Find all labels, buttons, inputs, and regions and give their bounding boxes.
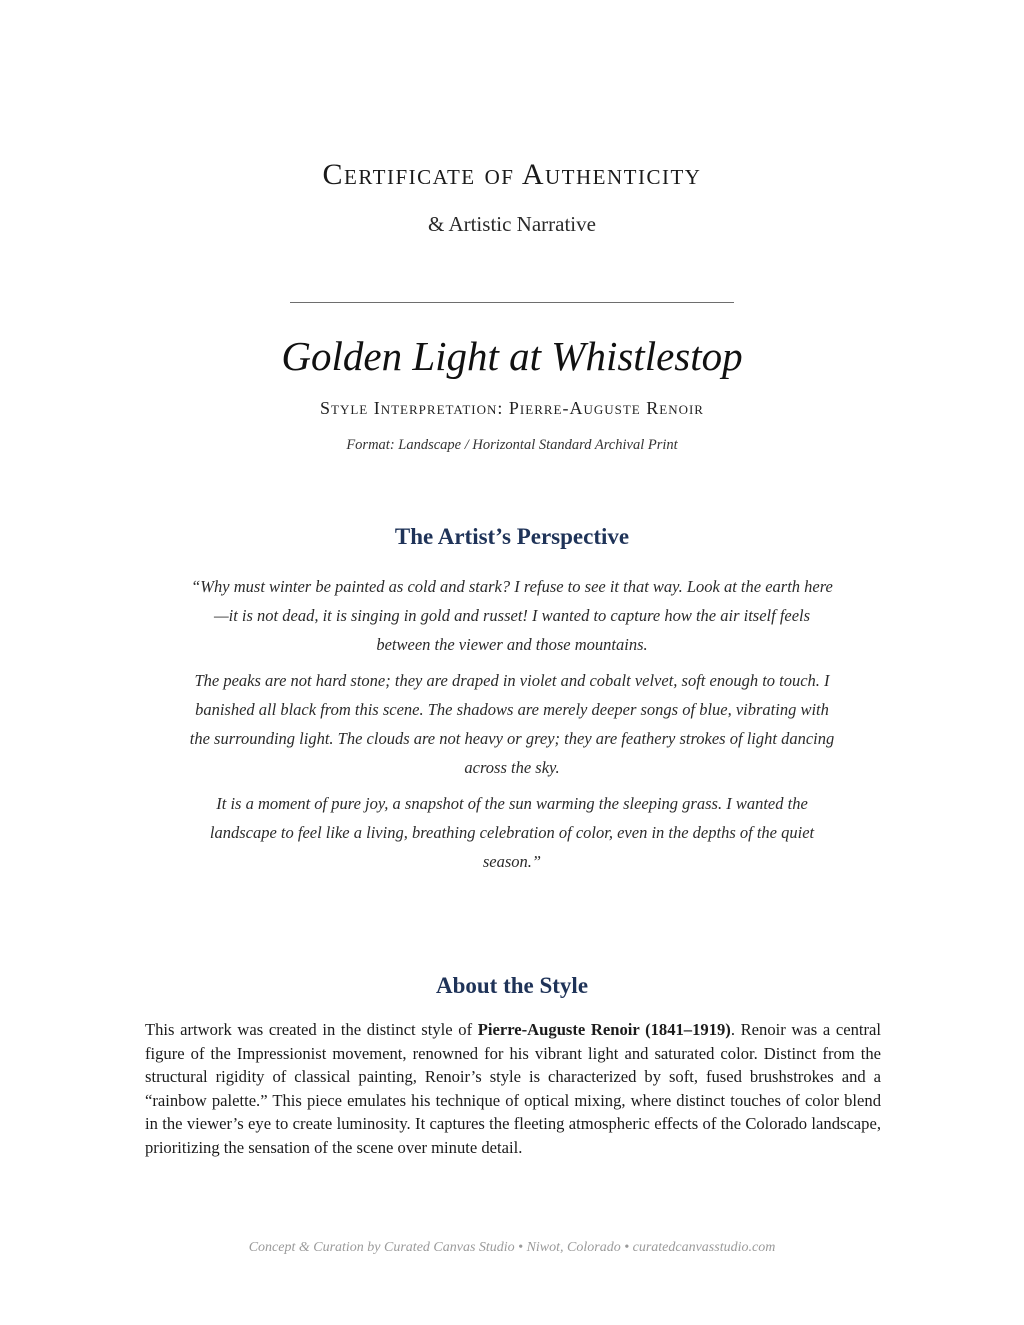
perspective-heading: The Artist’s Perspective <box>394 524 630 549</box>
quote-paragraph: The peaks are not hard stone; they are draped in violet and cobalt velvet, soft enough to touch. I banished all black from this scene. The shadows are merely deeper songs of blue, vibrating with the surrounding light. The clouds are not heavy or grey; they are feathery strokes of light dancing across the sky. <box>189 671 835 777</box>
quote-paragraph: It is a moment of pure joy, a snapshot of the sun warming the sleeping grass. I wanted the landscape to feel like a living, breathing celebration of color, even in the depths of the quiet season.” <box>209 794 815 871</box>
about-heading: About the Style <box>435 973 589 998</box>
about-body: . Renoir was a central figure of the Impressionist movement, renowned for his vibrant light and saturated color. Distinct from the structural rigidity of classical painting, Renoir’s style is characterized by soft, fused brushstrokes and a “rainbow palette.” This piece emulates his technique of optical mixing, where distinct touches of color blend in the viewer’s eye to create luminosity. It captures the fleeting atmospheric effects of the Colorado landscape, prioritizing the sensation of the scene over minute detail. <box>145 1020 882 1157</box>
style-interpretation: Style Interpretation: Pierre-Auguste Renoir <box>320 398 704 418</box>
divider-rule <box>290 302 734 303</box>
quote-paragraph: “Why must winter be painted as cold and stark? I refuse to see it that way. Look at the earth here—it is not dead, it is singing in gold and russet! I wanted to capture how the air itself feels between the viewer and those mountains. <box>191 577 833 654</box>
about-intro: This artwork was created in the distinct style of <box>145 1020 478 1039</box>
footer-credit: Concept & Curation by Curated Canvas Studio • Niwot, Colorado • curatedcanvasstudio.com <box>248 1240 776 1255</box>
certificate-title: Certificate of Authenticity <box>322 158 702 191</box>
about-paragraph <box>145 1018 881 1159</box>
artwork-title: Golden Light at Whistlestop <box>281 333 743 379</box>
format-line: Format: Landscape / Horizontal Standard Archival Print <box>346 437 678 453</box>
certificate-subtitle: & Artistic Narrative <box>428 212 596 236</box>
artist-quote <box>186 572 838 883</box>
about-artist-name: Pierre-Auguste Renoir (1841–1919) <box>477 1020 731 1039</box>
